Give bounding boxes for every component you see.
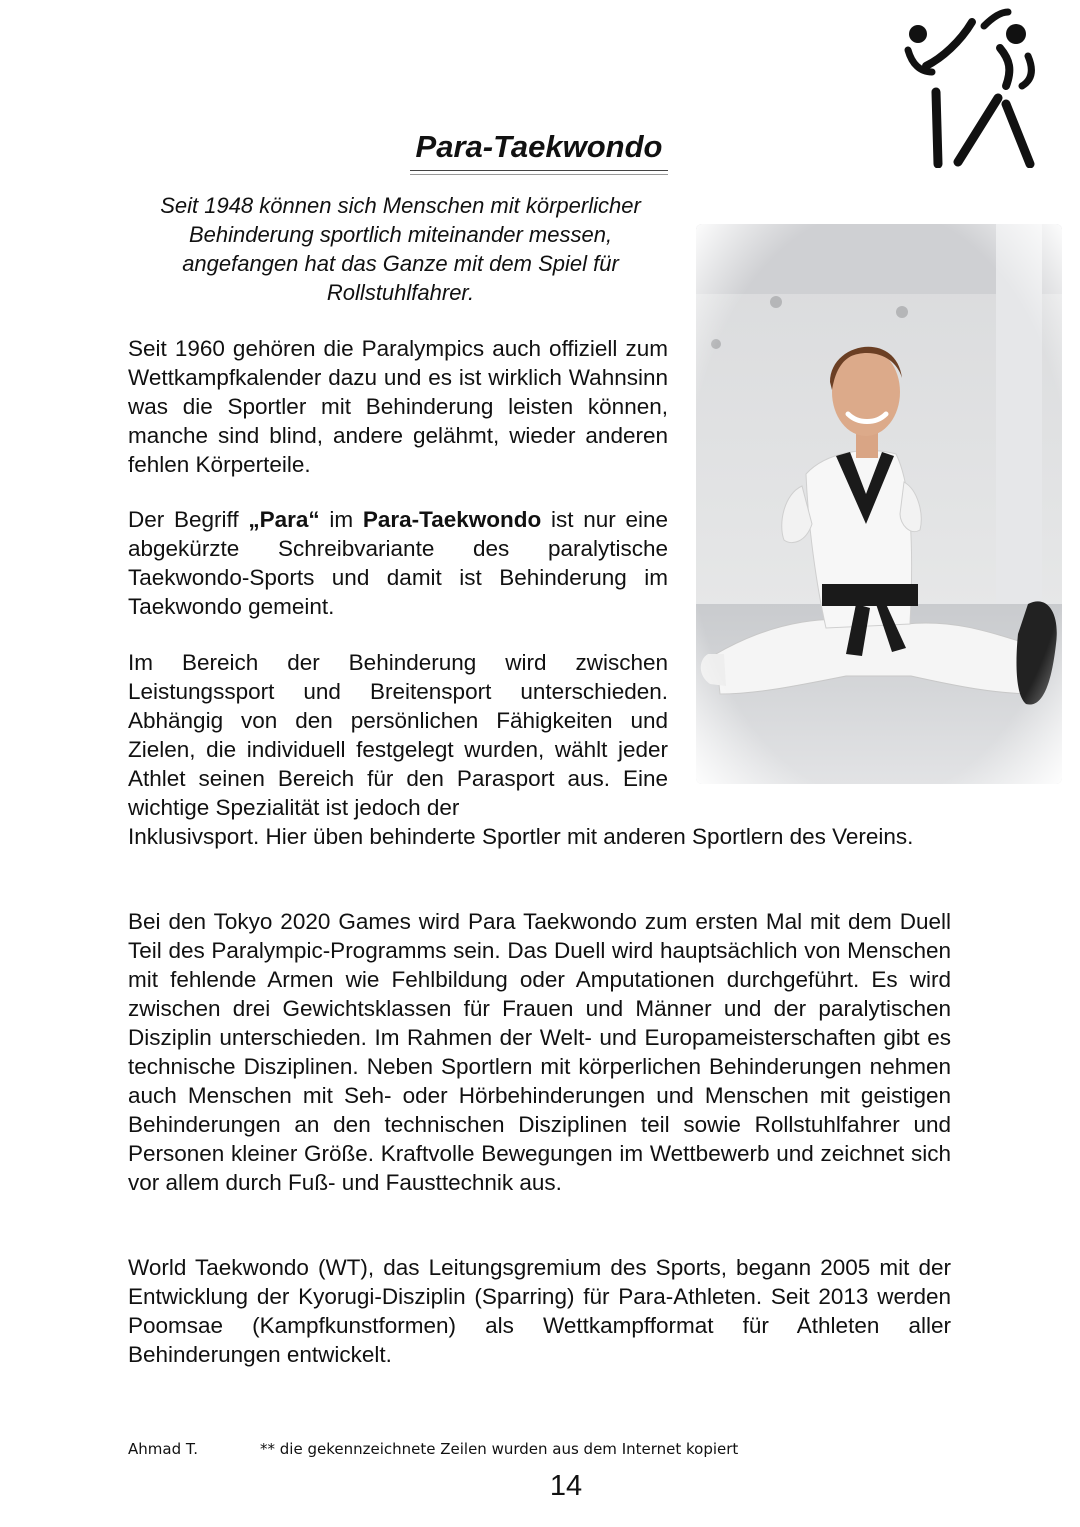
paragraph-2-bold-para: „Para“	[248, 507, 320, 532]
athlete-photo	[696, 224, 1062, 784]
title-underline-second	[410, 174, 668, 175]
paragraph-4: Bei den Tokyo 2020 Games wird Para Taekwondo zum ersten Mal mit dem Duell Teil des Paralympic-Programms sein. Das Duell wird hauptsächlich von Menschen mit fehlende Armen wie Fehlbildung oder Amputationen durchgeführt. Es wird zwischen drei Gewichtsklassen für Frauen und Männer und der paralytischen Disziplin unterschieden. Im Rahmen der Welt- und Europameisterschaften gibt es technische Disziplinen. Neben Sportlern mit körperlichen Behinderungen nehmen auch Menschen mit Seh- oder Hörbehinderungen und Menschen mit geistigen Behinderungen an den technischen Disziplinen teil sowie Rollstuhlfahrer und Personen kleiner Größe. Kraftvolle Bewegungen im Wettbewerb und zeichnet sich vor allem durch Fuß- und Fausttechnik aus.	[128, 909, 951, 1195]
page-title: Para-Taekwondo	[415, 129, 663, 164]
paragraph-2	[128, 505, 668, 621]
title-block	[410, 128, 668, 175]
paragraph-2-text-a: Der Begriff	[128, 507, 249, 532]
taekwondo-pictogram-icon	[902, 6, 1040, 168]
footer-note: ** die gekennzeichnete Zeilen wurden aus dem Internet kopiert	[260, 1440, 739, 1458]
paragraph-5: World Taekwondo (WT), das Leitungsgremium des Sports, begann 2005 mit der Entwicklung der Kyorugi-Disziplin (Sparring) für Para-Athleten. Seit 2013 werden Poomsae (Kampfkunstformen) als Wettkampfformat für Athleten aller Behinderungen entwickelt.	[128, 1255, 951, 1367]
intro-text: Seit 1948 können sich Menschen mit körperlicher Behinderung sportlich miteinander messen, angefangen hat das Ganze mit dem Spiel für Rollstuhlfahrer.	[160, 193, 641, 305]
paragraph-1: Seit 1960 gehören die Paralympics auch offiziell zum Wettkampfkalender dazu und es ist wirklich Wahnsinn was die Sportler mit Behinderung leisten können, manche sind blind, andere gelähmt, wieder anderen fehlen Körperteile.	[128, 336, 668, 477]
title-underline	[410, 170, 668, 171]
paragraph-3-wide: Inklusivsport. Hier üben behinderte Sportler mit anderen Sportlern des Vereins.	[128, 824, 914, 849]
footer-author: Ahmad T.	[128, 1440, 199, 1458]
paragraph-2-bold-para-taekwondo: Para-Taekwondo	[362, 507, 542, 532]
paragraph-2-text-c: ist nur eine abgekürzte Schreibvariante des paralytische Taekwondo-Sports und damit ist Behinderung im Taekwondo gemeint.	[128, 507, 668, 619]
paragraph-2-text-b: im	[319, 507, 363, 532]
paragraph-3-narrow: Im Bereich der Behinderung wird zwischen Leistungssport und Breitensport unterschieden. Abhängig von den persönlichen Fähigkeiten und Zielen, die individuell festgelegt wurden, wählt jeder Athlet seinen Bereich für den Parasport aus. Eine wichtige Spezialität ist jedoch der	[128, 650, 668, 820]
page-number: 14	[549, 1470, 583, 1502]
